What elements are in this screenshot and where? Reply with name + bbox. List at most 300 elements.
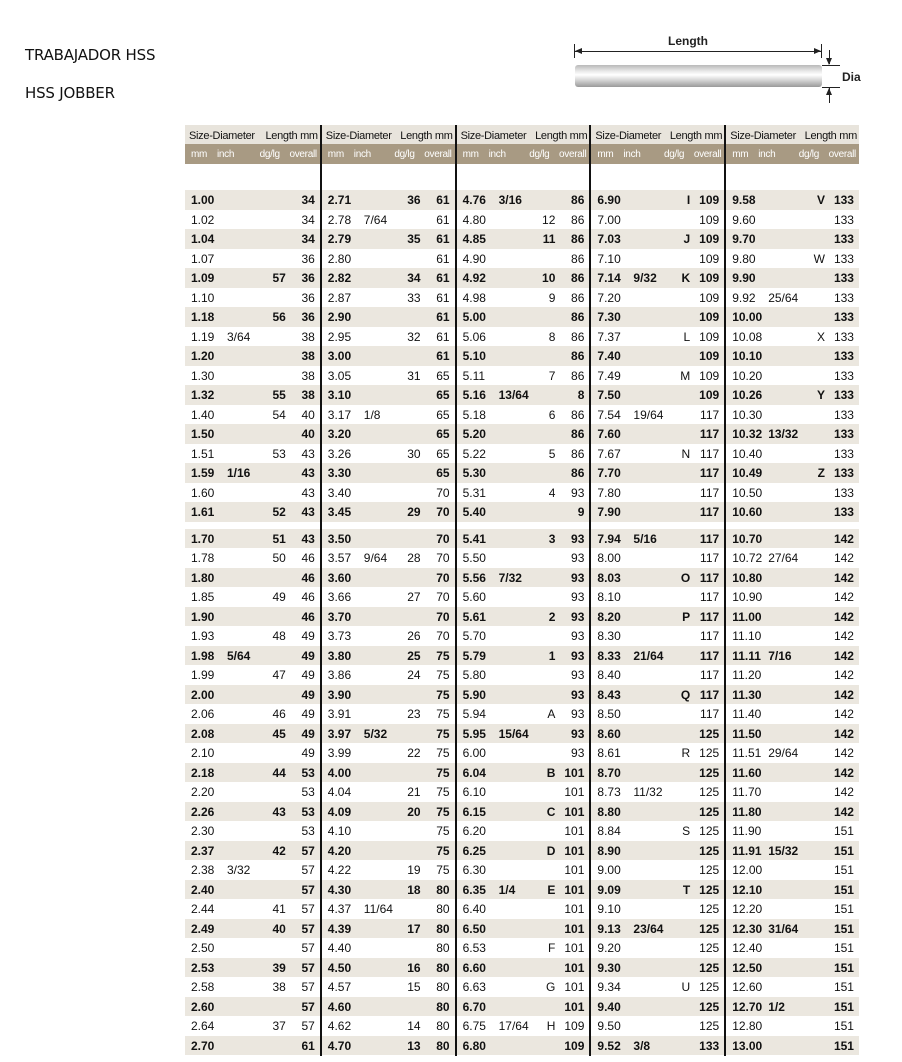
table-row	[726, 821, 859, 841]
table-cell: 6.63	[462, 980, 486, 994]
table-cell: 1.19	[191, 329, 215, 344]
table-cell: 5.80	[462, 668, 486, 682]
table-row	[591, 821, 724, 841]
table-row	[457, 919, 590, 939]
table-cell: 101	[564, 785, 585, 799]
table-row	[591, 646, 724, 666]
table-row	[457, 327, 590, 347]
table-cell: 8.61	[597, 746, 621, 760]
table-cell: 86	[571, 212, 585, 227]
table-cell: 133	[833, 446, 854, 461]
table-cell: 117	[700, 551, 720, 565]
table-cell: 2.38	[191, 863, 215, 877]
table-cell: 86	[571, 193, 585, 207]
table-cell: 10.00	[732, 310, 763, 324]
table-cell: 42	[272, 843, 286, 858]
page-title-english: HSS JOBBER	[25, 84, 115, 102]
table-cell: 47	[272, 668, 286, 682]
table-cell: 43	[301, 466, 315, 480]
table-cell: 7.90	[597, 505, 621, 519]
table-cell: 7.10	[597, 251, 621, 266]
header-length: Length mm	[535, 130, 588, 142]
table-row	[726, 841, 859, 861]
table-row	[726, 1016, 859, 1036]
table-cell: Z	[817, 466, 825, 480]
table-cell: 5.70	[462, 629, 486, 643]
table-cell: 65	[436, 466, 450, 480]
table-row	[591, 958, 724, 978]
table-row	[726, 899, 859, 919]
table-cell: 38	[301, 368, 315, 383]
table-cell: 1.93	[191, 629, 215, 643]
table-row	[591, 229, 724, 249]
table-row	[726, 743, 859, 763]
table-cell: 4.37	[327, 902, 352, 916]
subheader-label: inch	[488, 149, 506, 160]
table-cell: 2.82	[327, 271, 352, 285]
table-cell: 41	[272, 902, 286, 916]
table-cell: 117	[700, 629, 720, 643]
table-cell: 43	[301, 485, 315, 500]
table-cell: 55	[272, 388, 286, 402]
table-cell: 75	[436, 687, 450, 702]
table-row	[457, 548, 590, 568]
table-row	[185, 997, 320, 1017]
table-cell: 53	[272, 446, 286, 461]
table-cell: 117	[699, 570, 720, 585]
table-cell: 75	[436, 746, 450, 760]
table-row	[185, 841, 320, 861]
table-cell: 151	[833, 1019, 854, 1033]
header-length: Length mm	[400, 130, 453, 142]
table-cell: 2.53	[191, 960, 215, 975]
table-cell: 2.26	[191, 804, 215, 819]
table-cell: 10.90	[732, 590, 763, 604]
table-cell: 117	[699, 505, 720, 519]
table-cell: 4.60	[327, 999, 352, 1014]
table-cell: 12.70	[732, 999, 763, 1014]
table-cell: R	[681, 746, 691, 760]
table-row	[322, 444, 455, 464]
column-header	[457, 125, 590, 144]
table-row	[726, 268, 859, 288]
table-row	[591, 997, 724, 1017]
table-cell: 11.50	[732, 726, 762, 741]
table-cell: 3.10	[327, 388, 352, 402]
table-row	[591, 685, 724, 705]
table-cell: 21/64	[633, 648, 664, 663]
table-cell: 5.18	[462, 407, 486, 422]
table-cell: 43	[272, 804, 286, 819]
table-cell: 75	[436, 668, 450, 682]
table-row	[457, 958, 590, 978]
table-row	[185, 665, 320, 685]
subheader-label: inch	[623, 149, 641, 160]
table-cell: 80	[436, 999, 450, 1014]
table-cell: 2.37	[191, 843, 215, 858]
table-cell: 57	[272, 271, 286, 285]
table-cell: 65	[436, 407, 450, 422]
table-cell: 4.40	[327, 941, 352, 955]
table-cell: 2.79	[327, 232, 352, 246]
table-row	[185, 782, 320, 802]
column-subheader	[185, 144, 320, 164]
table-cell: 70	[436, 570, 450, 585]
table-row	[591, 607, 724, 627]
table-row	[726, 366, 859, 386]
table-row	[591, 483, 724, 503]
table-cell: 1.10	[191, 290, 215, 305]
table-cell: 11.51	[732, 746, 762, 760]
table-row	[726, 568, 859, 588]
table-cell: 125	[699, 882, 720, 897]
table-cell: 2.87	[327, 290, 352, 305]
table-cell: 4.76	[462, 193, 486, 207]
table-cell: 43	[301, 531, 315, 546]
table-cell: 80	[436, 882, 450, 897]
table-cell: 5.56	[462, 570, 486, 585]
table-cell: 19/64	[633, 407, 664, 422]
table-cell: 70	[436, 531, 450, 546]
table-cell: T	[682, 882, 691, 897]
table-cell: 75	[436, 726, 450, 741]
table-cell: 2.10	[191, 746, 215, 760]
table-cell: 7.70	[597, 466, 621, 480]
table-cell: 93	[571, 726, 585, 741]
table-cell: 109	[699, 212, 720, 227]
table-row	[322, 502, 455, 522]
table-cell: 7/64	[363, 212, 388, 227]
table-cell: 7.30	[597, 310, 621, 324]
table-cell: 6.60	[462, 960, 486, 975]
table-cell: V	[816, 193, 825, 207]
table-cell: 125	[699, 765, 720, 780]
table-cell: 1.07	[191, 251, 215, 266]
table-row	[457, 821, 590, 841]
table-cell: 101	[564, 921, 585, 936]
table-cell: 49	[301, 687, 315, 702]
table-cell: 6.35	[462, 882, 486, 897]
table-cell: 9.10	[597, 902, 621, 916]
table-row	[726, 307, 859, 327]
table-cell: 7/16	[768, 648, 792, 663]
table-cell: 75	[436, 648, 450, 663]
table-cell: 75	[436, 785, 450, 799]
table-cell: 50	[272, 551, 286, 565]
table-cell: 34	[407, 271, 421, 285]
table-cell: 11.00	[732, 609, 762, 624]
table-cell: 117	[700, 407, 720, 422]
table-cell: 7.50	[597, 388, 621, 402]
table-row	[726, 1036, 859, 1056]
table-cell: 3.60	[327, 570, 352, 585]
table-cell: 101	[564, 804, 585, 819]
arrow-down-icon	[826, 58, 832, 65]
table-cell: 3/32	[227, 863, 251, 877]
table-cell: 142	[833, 648, 854, 663]
table-cell: 6.10	[462, 785, 486, 799]
table-cell: 12.00	[732, 863, 763, 877]
table-cell: 27/64	[768, 551, 799, 565]
table-cell: 43	[301, 505, 315, 519]
table-cell: I	[686, 193, 691, 207]
table-cell: 9.60	[732, 212, 756, 227]
table-row	[322, 841, 455, 861]
table-row	[726, 405, 859, 425]
table-cell: 75	[436, 863, 450, 877]
table-row	[322, 424, 455, 444]
subheader-label: mm	[732, 149, 749, 160]
table-cell: 2.90	[327, 310, 352, 324]
table-cell: S	[682, 824, 691, 838]
table-cell: 10.72	[732, 551, 763, 565]
table-cell: 5/64	[227, 648, 251, 663]
subheader-label: inch	[758, 149, 776, 160]
table-row	[322, 665, 455, 685]
table-cell: 44	[272, 765, 286, 780]
table-cell: 2.08	[191, 726, 215, 741]
table-cell: 3.00	[327, 349, 352, 363]
table-cell: N	[681, 446, 691, 461]
table-cell: 5.40	[462, 505, 486, 519]
table-cell: 46	[301, 590, 315, 604]
table-cell: 12.10	[732, 882, 763, 897]
table-row	[322, 997, 455, 1017]
table-cell: 9.20	[597, 941, 621, 955]
table-row	[457, 268, 590, 288]
table-row	[322, 802, 455, 822]
table-cell: 80	[436, 1019, 450, 1033]
table-cell: 93	[571, 590, 585, 604]
table-cell: 9.13	[597, 921, 621, 936]
table-cell: 1.51	[191, 446, 215, 461]
table-cell: 125	[699, 824, 720, 838]
table-cell: 93	[571, 485, 585, 500]
table-cell: 101	[564, 765, 585, 780]
table-row	[457, 860, 590, 880]
table-cell: 86	[571, 329, 585, 344]
table-cell: 4.57	[327, 980, 352, 994]
table-cell: 142	[833, 629, 854, 643]
table-cell: 31	[407, 368, 421, 383]
table-cell: 34	[301, 212, 315, 227]
table-cell: 70	[436, 505, 450, 519]
table-cell: 38	[272, 980, 286, 994]
table-cell: 8.43	[597, 687, 621, 702]
table-cell: 2.60	[191, 999, 215, 1014]
table-cell: 4.09	[327, 804, 352, 819]
table-cell: 61	[436, 329, 450, 344]
table-cell: 57	[301, 941, 315, 955]
table-cell: 4.00	[327, 765, 352, 780]
subheader-label: overall	[828, 149, 856, 160]
table-cell: 109	[699, 251, 720, 266]
table-cell: J	[683, 232, 691, 246]
table-cell: 133	[699, 1038, 720, 1053]
table-row	[591, 665, 724, 685]
table-cell: 117	[700, 485, 720, 500]
table-cell: 125	[699, 785, 720, 799]
table-cell: 1.30	[191, 368, 215, 383]
table-cell: 133	[833, 212, 854, 227]
table-cell: 5/16	[633, 531, 657, 546]
table-cell: 125	[699, 746, 720, 760]
table-cell: 53	[301, 824, 315, 838]
table-cell: 80	[436, 960, 450, 975]
table-cell: 86	[571, 349, 585, 363]
table-cell: 9.92	[732, 290, 756, 305]
table-cell: 11	[542, 232, 556, 246]
table-row	[322, 548, 455, 568]
table-cell: 32	[407, 329, 421, 344]
dia-tick-top	[822, 65, 840, 66]
table-cell: 1.59	[191, 466, 215, 480]
table-cell: 86	[571, 290, 585, 305]
table-cell: 15/32	[768, 843, 799, 858]
table-cell: 7.54	[597, 407, 621, 422]
table-row	[322, 307, 455, 327]
length-tick-right	[821, 44, 822, 58]
table-cell: 1/8	[363, 407, 381, 422]
table-cell: 61	[436, 349, 450, 363]
table-cell: 4.04	[327, 785, 352, 799]
table-cell: 1.90	[191, 609, 215, 624]
table-cell: 65	[436, 446, 450, 461]
arrow-up-icon	[826, 88, 832, 95]
table-cell: 101	[564, 863, 585, 877]
table-cell: A	[547, 707, 556, 721]
table-cell: 1.98	[191, 648, 215, 663]
table-row	[457, 424, 590, 444]
table-row	[185, 587, 320, 607]
table-row	[457, 704, 590, 724]
table-row	[726, 763, 859, 783]
table-row	[185, 958, 320, 978]
table-cell: 142	[833, 687, 854, 702]
table-cell: 109	[699, 388, 720, 402]
table-cell: 15	[407, 980, 421, 994]
table-cell: 8.60	[597, 726, 621, 741]
table-row	[591, 587, 724, 607]
table-row	[591, 626, 724, 646]
table-cell: 2.49	[191, 921, 215, 936]
table-row	[322, 366, 455, 386]
table-cell: 29/64	[768, 746, 799, 760]
table-row	[185, 463, 320, 483]
table-cell: 5.50	[462, 551, 486, 565]
table-cell: 57	[301, 1019, 315, 1033]
table-cell: 142	[833, 726, 854, 741]
table-cell: 109	[564, 1019, 585, 1033]
table-row	[591, 977, 724, 997]
column-header	[185, 125, 320, 144]
table-row	[591, 190, 724, 210]
table-cell: 57	[301, 902, 315, 916]
table-cell: 4.98	[462, 290, 486, 305]
table-row	[457, 1016, 590, 1036]
table-row	[185, 529, 320, 549]
table-cell: 151	[833, 863, 854, 877]
table-row	[726, 860, 859, 880]
table-cell: 1/2	[768, 999, 785, 1014]
table-cell: 24	[407, 668, 421, 682]
table-cell: U	[681, 980, 691, 994]
table-row	[322, 724, 455, 744]
table-cell: 26	[407, 629, 421, 643]
table-row	[591, 405, 724, 425]
table-cell: 21	[407, 785, 421, 799]
table-cell: 14	[407, 1019, 421, 1033]
table-cell: 28	[407, 551, 421, 565]
table-cell: 9.30	[597, 960, 621, 975]
table-cell: 36	[301, 271, 315, 285]
table-cell: 7.03	[597, 232, 621, 246]
table-cell: 61	[436, 310, 450, 324]
table-cell: 101	[564, 902, 585, 916]
table-cell: 2	[548, 609, 556, 624]
table-cell: 9/32	[633, 271, 657, 285]
table-cell: 3.73	[327, 629, 352, 643]
table-cell: 125	[699, 941, 720, 955]
table-cell: 7.60	[597, 427, 621, 441]
table-cell: 93	[571, 746, 585, 760]
table-cell: 9.58	[732, 193, 756, 207]
table-row	[726, 190, 859, 210]
table-cell: 75	[436, 765, 450, 780]
table-cell: 7.00	[597, 212, 621, 227]
table-cell: 6.00	[462, 746, 486, 760]
table-cell: 11.80	[732, 804, 762, 819]
table-row	[726, 704, 859, 724]
column-header	[322, 125, 455, 144]
table-cell: 3.80	[327, 648, 352, 663]
table-cell: 151	[833, 960, 854, 975]
table-cell: 133	[833, 388, 854, 402]
table-cell: 13/64	[498, 388, 529, 402]
table-cell: 117	[699, 427, 720, 441]
table-row	[322, 327, 455, 347]
table-cell: 86	[571, 446, 585, 461]
table-row	[185, 704, 320, 724]
table-row	[322, 210, 455, 230]
table-row	[591, 841, 724, 861]
table-cell: 86	[571, 232, 585, 246]
table-cell: 2.20	[191, 785, 215, 799]
table-cell: 51	[272, 531, 286, 546]
table-row	[322, 568, 455, 588]
table-row	[457, 841, 590, 861]
table-row	[185, 938, 320, 958]
table-cell: 49	[272, 590, 286, 604]
table-cell: D	[546, 843, 556, 858]
subheader-label: overall	[693, 149, 722, 160]
table-cell: 5.79	[462, 648, 486, 663]
arrow-left-icon	[575, 48, 582, 54]
table-row	[185, 821, 320, 841]
table-cell: 125	[699, 921, 720, 936]
table-cell: 9.00	[597, 863, 621, 877]
table-cell: 93	[571, 668, 585, 682]
table-row	[726, 587, 859, 607]
table-row	[322, 249, 455, 269]
table-cell: 57	[301, 999, 315, 1014]
table-row	[726, 802, 859, 822]
table-cell: 52	[272, 505, 286, 519]
column-header	[726, 125, 859, 144]
table-cell: 133	[833, 310, 854, 324]
table-cell: 46	[301, 609, 315, 624]
table-row	[322, 860, 455, 880]
